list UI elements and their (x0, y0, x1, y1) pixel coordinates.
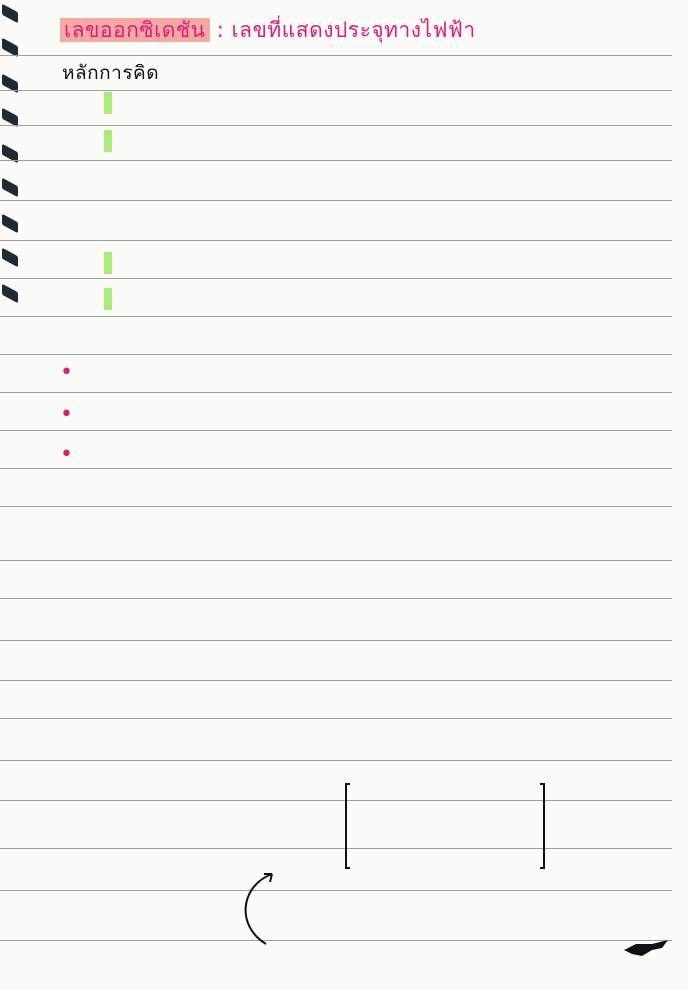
notebook-page: เลขออกซิเดชัน : เลขที่แสดงประจุทางไฟฟ้า หลักการคิด • • • (0, 0, 688, 990)
spiral-binding (0, 0, 22, 990)
metal-charges (104, 252, 112, 274)
fluorine-rule (104, 130, 112, 152)
page-title: เลขออกซิเดชัน (60, 18, 210, 42)
crocodile-icon (622, 936, 670, 960)
title-definition: : เลขที่แสดงประจุทางไฟฟ้า (216, 18, 476, 42)
curved-arrow (236, 866, 296, 946)
structural-formula (342, 768, 552, 876)
group-charges (104, 92, 112, 114)
hydrogen-rule (104, 288, 112, 310)
title-row (60, 14, 476, 47)
subtitle: หลักการคิด (62, 62, 160, 84)
